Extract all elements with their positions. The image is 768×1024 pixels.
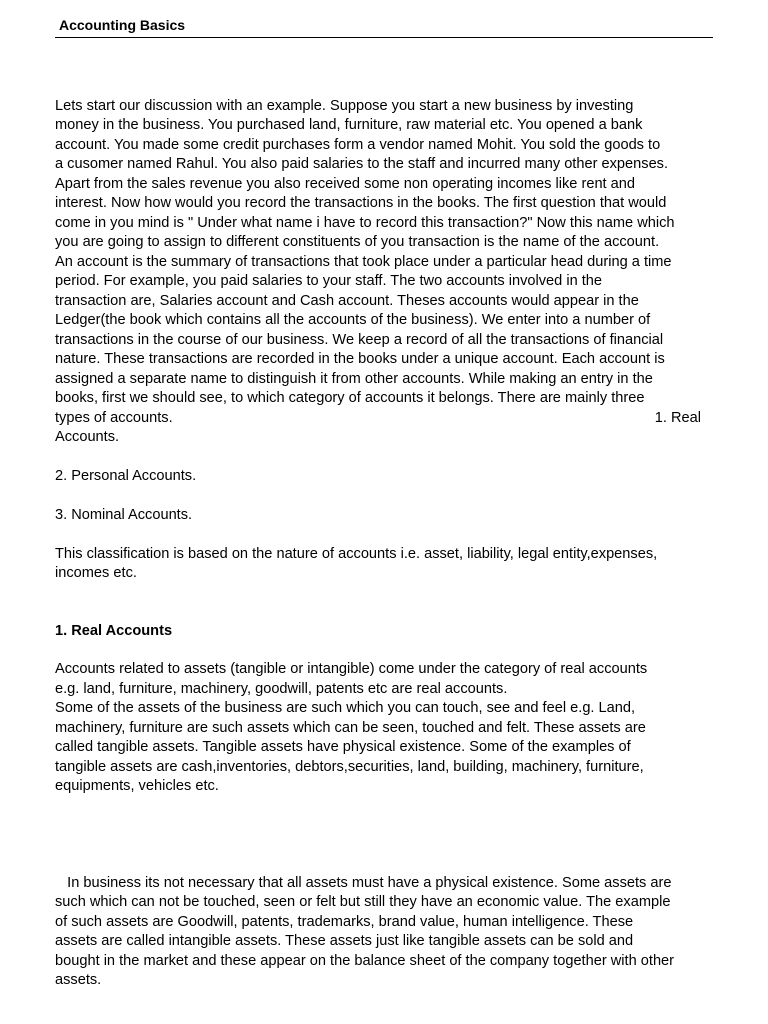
text-line: a cusomer named Rahul. You also paid salaries to the staff and incurred many other expenses. xyxy=(55,156,669,172)
text-line: come in you mind is " Under what name i have to record this transaction?" Now this name which xyxy=(55,215,675,231)
running-header xyxy=(55,17,713,38)
text-line: Apart from the sales revenue you also received some non operating incomes like rent and xyxy=(55,176,636,192)
list-item-1-end: Accounts. xyxy=(55,429,120,445)
text-line: of such assets are Goodwill, patents, trademarks, brand value, human intelligence. These xyxy=(55,914,634,930)
list-item-2: 2. Personal Accounts. xyxy=(55,468,197,484)
text-line: types of accounts. xyxy=(55,410,173,426)
text-line: incomes etc. xyxy=(55,565,137,581)
text-line: Accounts related to assets (tangible or intangible) come under the category of real accounts xyxy=(55,661,648,677)
list-item-3: 3. Nominal Accounts. xyxy=(55,507,193,523)
text-line: such which can not be touched, seen or felt but still they have an economic value. The example xyxy=(55,894,671,910)
text-line: interest. Now how would you record the transactions in the books. The first question that would xyxy=(55,195,667,211)
text-line: This classification is based on the nature of accounts i.e. asset, liability, legal entity,expenses, xyxy=(55,546,658,562)
text-line: assets are called intangible assets. These assets just like tangible assets can be sold and xyxy=(55,933,634,949)
text-line: nature. These transactions are recorded in the books under a unique account. Each account is xyxy=(55,351,665,367)
header-title: Accounting Basics xyxy=(59,17,186,33)
text-line: Some of the assets of the business are such which you can touch, see and feel e.g. Land, xyxy=(55,700,636,716)
text-line: bought in the market and these appear on the balance sheet of the company together with other xyxy=(55,953,675,969)
list-item-1-start: 1. Real xyxy=(654,410,701,426)
text-line: transaction are, Salaries account and Cash account. Theses accounts would appear in the xyxy=(55,293,639,309)
text-line: transactions in the course of our business. We keep a record of all the transactions of financial xyxy=(55,332,664,348)
text-line: period. For example, you paid salaries to your staff. The two accounts involved in the xyxy=(55,273,603,289)
text-line: equipments, vehicles etc. xyxy=(55,778,219,794)
text-line: Lets start our discussion with an example. Suppose you start a new business by investing xyxy=(55,98,634,114)
text-line: tangible assets are cash,inventories, debtors,securities, land, building, machinery, furniture, xyxy=(55,759,644,775)
text-line: An account is the summary of transactions that took place under a particular head during a time xyxy=(55,254,672,270)
text-line: assets. xyxy=(55,972,102,988)
text-line: account. You made some credit purchases form a vendor named Mohit. You sold the goods to xyxy=(55,137,661,153)
text-line: called tangible assets. Tangible assets have physical existence. Some of the examples of xyxy=(55,739,631,755)
text-line: money in the business. You purchased land, furniture, raw material etc. You opened a bank xyxy=(55,117,643,133)
section-heading-real-accounts: 1. Real Accounts xyxy=(55,623,173,639)
text-line: In business its not necessary that all assets must have a physical existence. Some assets are xyxy=(55,875,672,891)
text-line: e.g. land, furniture, machinery, goodwill, patents etc are real accounts. xyxy=(55,681,508,697)
text-line: assigned a separate name to distinguish it from other accounts. While making an entry in the xyxy=(55,371,653,387)
text-line: machinery, furniture are such assets which can be seen, touched and felt. These assets are xyxy=(55,720,646,736)
text-line: Ledger(the book which contains all the accounts of the business). We enter into a number of xyxy=(55,312,651,328)
text-line: you are going to assign to different constituents of you transaction is the name of the account. xyxy=(55,234,660,250)
text-line: books, first we should see, to which category of accounts it belongs. There are mainly three xyxy=(55,390,645,406)
